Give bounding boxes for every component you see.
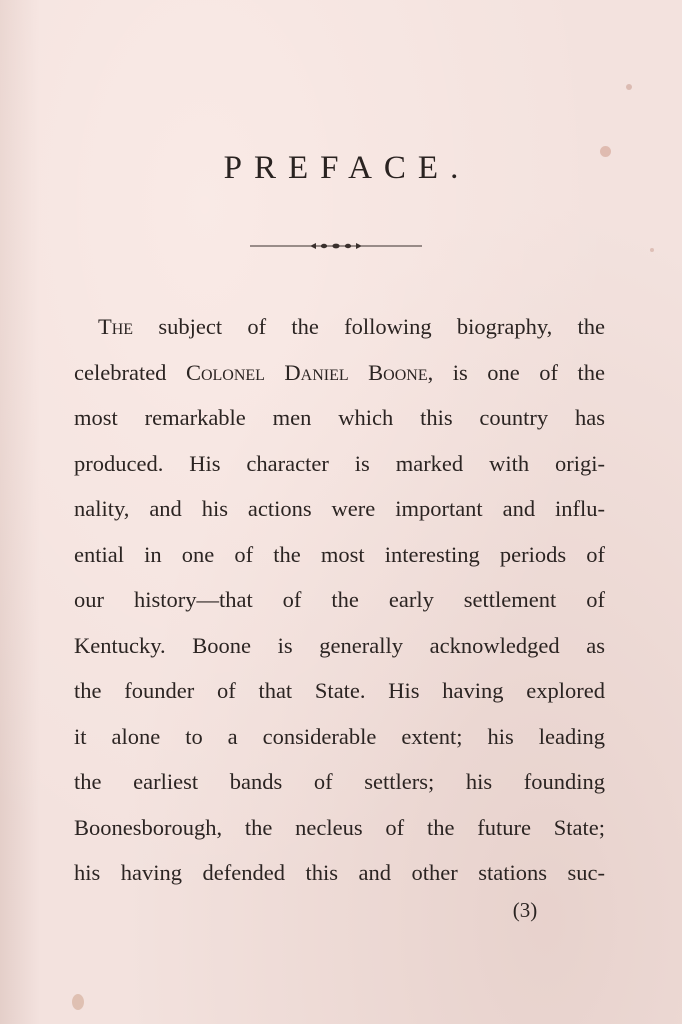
text-line: the founder of that State. His having explored <box>74 678 605 703</box>
text-line: nality, and his actions were important and influ- <box>74 496 605 521</box>
paper-stain <box>600 146 611 157</box>
paper-stain <box>626 84 632 90</box>
text-line: Boonesborough, the necleus of the future State; <box>74 814 605 840</box>
paper-stain <box>650 248 654 252</box>
text-line: Kentucky. Boone is generally acknowledged as <box>74 632 605 658</box>
text-line: his having defended this and other stations suc- <box>74 860 605 885</box>
text-line: our history—that of the early settlement of <box>74 587 605 612</box>
text-line: The subject of the following biography, the <box>98 314 605 339</box>
ornamental-rule-icon <box>250 238 422 254</box>
page-title: PREFACE. <box>223 150 471 186</box>
page-number: (3) <box>512 898 538 922</box>
text-line: ential in one of the most interesting periods of <box>74 541 605 567</box>
text-line: it alone to a considerable extent; his leading <box>74 723 605 749</box>
paper-stain <box>72 994 84 1010</box>
text-line: produced. His character is marked with origi- <box>74 450 605 476</box>
preface-body <box>74 304 605 896</box>
text-line: the earliest bands of settlers; his founding <box>74 769 605 794</box>
text-line: celebrated Colonel Daniel Boone, is one of the <box>74 359 605 385</box>
text-line: most remarkable men which this country has <box>74 405 605 430</box>
